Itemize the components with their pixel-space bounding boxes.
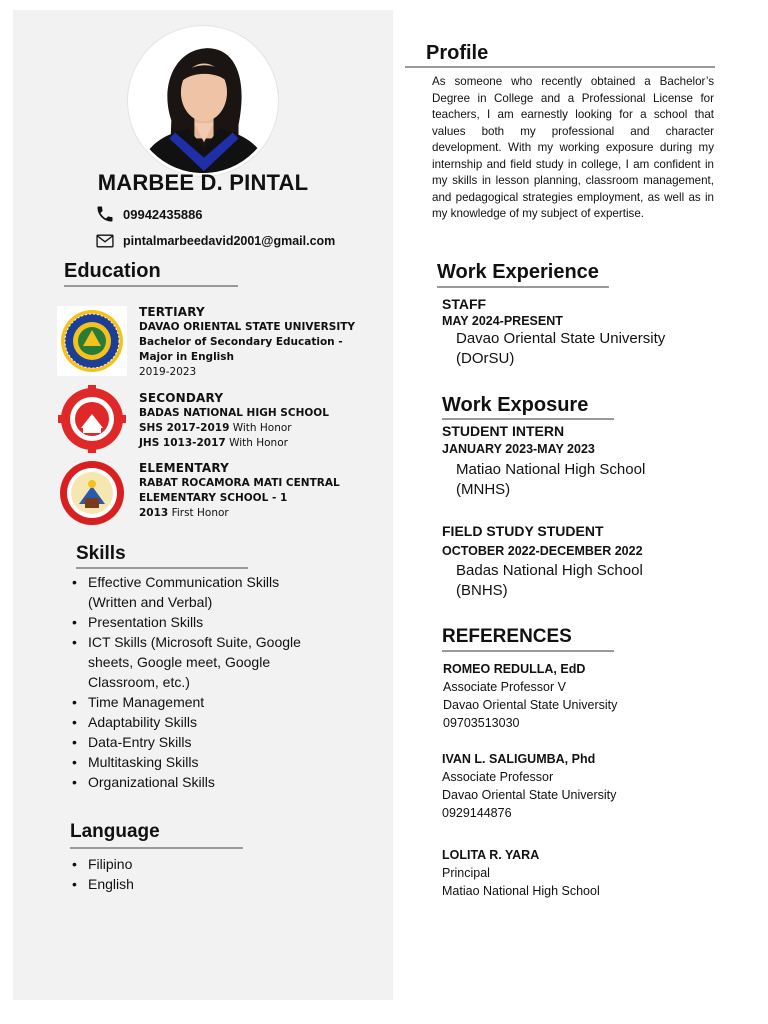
language-item: • Filipino: [72, 854, 134, 874]
reference-entry: [442, 750, 616, 822]
skill-item: • Adaptability Skills: [72, 712, 301, 732]
elementary-record: [139, 506, 340, 521]
skill-item: • Data-Entry Skills: [72, 732, 301, 752]
reference-title: Associate Professor V: [443, 680, 566, 694]
job-date: OCTOBER 2022-DECEMBER 2022: [442, 544, 643, 558]
skill-item: • Multitasking Skills: [72, 752, 301, 772]
job-place: [456, 561, 716, 601]
phone-number: 09942435886: [123, 206, 203, 222]
job-role: FIELD STUDY STUDENT: [442, 523, 604, 539]
education-level: TERTIARY: [139, 305, 205, 319]
education-tertiary: [139, 304, 355, 380]
skill-item: • Time Management: [72, 692, 301, 712]
skill-item: sheets, Google meet, Google: [88, 654, 271, 670]
skill-item: • Presentation Skills: [72, 612, 301, 632]
skill-item: • Effective Communication Skills: [72, 572, 301, 592]
school-name: BADAS NATIONAL HIGH SCHOOL: [139, 407, 329, 419]
references-divider: [442, 650, 614, 652]
shs-label: SHS 2017-2019: [139, 422, 230, 434]
reference-org: Davao Oriental State University: [443, 698, 618, 712]
jhs-honor: With Honor: [229, 437, 288, 449]
job-place-name: Davao Oriental State University: [456, 330, 666, 347]
reference-entry: [443, 660, 617, 732]
work-experience-heading: Work Experience: [437, 261, 599, 283]
profile-heading: Profile: [426, 42, 489, 64]
references-heading: REFERENCES: [442, 626, 572, 647]
elementary-honor: First Honor: [171, 507, 229, 519]
degree-major: Major in English: [139, 351, 234, 363]
shs-honor: With Honor: [232, 422, 292, 434]
candidate-name: MARBEE D. PINTAL: [97, 170, 309, 195]
education-heading: Education: [64, 260, 161, 282]
job-place-abbr: (BNHS): [456, 582, 508, 599]
job-place-abbr: (MNHS): [456, 481, 511, 498]
rabat-rocamora-seal-icon: [57, 458, 127, 528]
job-date: MAY 2024-PRESENT: [442, 314, 563, 328]
jhs-record: [139, 436, 329, 451]
school-name-cont: ELEMENTARY SCHOOL - 1: [139, 492, 288, 504]
skills-divider: [76, 567, 248, 569]
work-exposure-heading: Work Exposure: [442, 394, 589, 416]
reference-org: Matiao National High School: [442, 884, 600, 898]
phone-icon: [95, 204, 115, 224]
skill-item: • ICT Skills (Microsoft Suite, Google: [72, 632, 301, 652]
reference-org: Davao Oriental State University: [442, 788, 617, 802]
skill-item: Classroom, etc.): [88, 674, 190, 690]
education-level: ELEMENTARY: [139, 461, 230, 475]
shs-record: [139, 421, 329, 436]
email-address[interactable]: pintalmarbeedavid2001@gmail.com: [123, 234, 336, 248]
language-divider: [70, 847, 243, 849]
reference-name: IVAN L. SALIGUMBA, Phd: [442, 752, 596, 766]
job-role: STAFF: [442, 296, 487, 312]
reference-title: Associate Professor: [442, 770, 554, 784]
skills-heading: Skills: [76, 543, 126, 564]
profile-photo: [128, 26, 278, 176]
reference-title: Principal: [442, 866, 490, 880]
elementary-year: 2013: [139, 507, 169, 519]
work-exposure-divider: [442, 418, 614, 420]
phone-contact: [95, 204, 203, 224]
reference-entry: [442, 846, 600, 900]
education-years: 2019-2023: [139, 366, 197, 378]
jhs-label: JHS 1013-2017: [139, 437, 226, 449]
reference-name: ROMEO REDULLA, EdD: [443, 662, 586, 676]
job-place: [456, 460, 716, 500]
skill-item: • Organizational Skills: [72, 772, 301, 792]
skill-item: (Written and Verbal): [88, 594, 213, 610]
badas-nhs-seal-icon: [57, 384, 127, 454]
job-date: JANUARY 2023-MAY 2023: [442, 442, 595, 456]
reference-phone: 09703513030: [443, 716, 520, 730]
degree-line: Bachelor of Secondary Education -: [139, 336, 343, 348]
profile-divider: [405, 66, 715, 68]
job-place-name: Matiao National High School: [456, 461, 646, 478]
envelope-icon: [95, 231, 115, 251]
education-elementary: [139, 460, 340, 521]
profile-summary: As someone who recently obtained a Bachelor’s Degree in College and a Professional License for teachers, I am earnestly looking for a school that values both my professional and character development. With my working exposure during my internship and field study in college, I am confident in my skills in lesson planning, classroom management, and pedagogical strategies employment, as well as in my knowledge of my subject of expertise.: [432, 75, 714, 220]
school-name: RABAT ROCAMORA MATI CENTRAL: [139, 477, 340, 489]
school-name: DAVAO ORIENTAL STATE UNIVERSITY: [139, 321, 355, 333]
education-secondary: [139, 390, 329, 451]
job-place-abbr: (DOrSU): [456, 350, 515, 367]
language-heading: Language: [70, 821, 160, 842]
job-role: STUDENT INTERN: [442, 423, 565, 439]
dorsu-seal-icon: [57, 306, 127, 376]
reference-phone: 0929144876: [442, 806, 512, 820]
skills-list: [72, 572, 301, 792]
reference-name: LOLITA R. YARA: [442, 848, 540, 862]
job-place: [456, 329, 716, 369]
work-experience-divider: [437, 286, 609, 288]
language-list: [72, 854, 134, 894]
email-contact: [95, 231, 335, 251]
language-item: • English: [72, 874, 134, 894]
job-place-name: Badas National High School: [456, 562, 643, 579]
education-level: SECONDARY: [139, 391, 224, 405]
education-divider: [64, 285, 238, 287]
